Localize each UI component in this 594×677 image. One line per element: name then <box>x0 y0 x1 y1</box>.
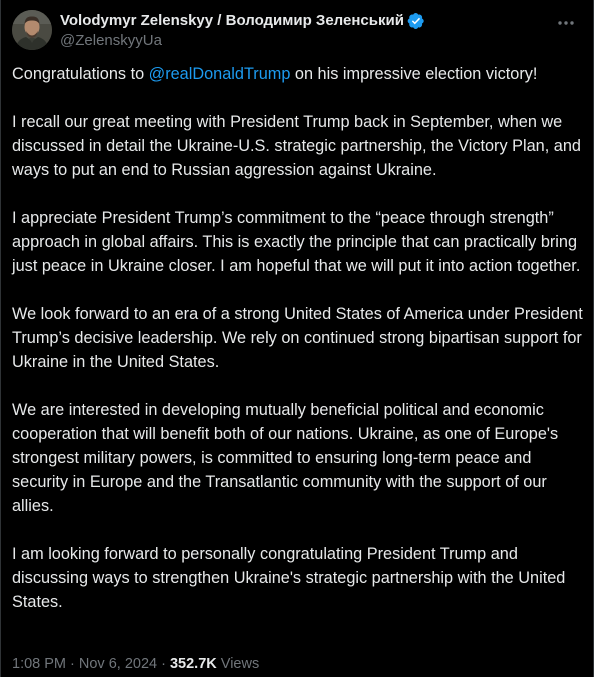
more-options-icon[interactable] <box>551 11 581 35</box>
post-paragraph-6: I am looking forward to personally congratulating President Trump and discussing ways to strengthen Ukraine's strategic partnership with the United States. <box>12 545 566 611</box>
views-label: Views <box>216 656 260 672</box>
name-row <box>60 11 425 30</box>
post-date[interactable]: Nov 6, 2024 <box>78 656 158 672</box>
post-metadata <box>12 654 259 674</box>
mention-link[interactable]: @realDonaldTrump <box>148 65 291 83</box>
post-paragraph-5: We are interested in developing mutually beneficial political and economic cooperation that will benefit both of our nations. Ukraine, as one of Europe's strongest military powers, is committed to ensuring long-term peace and security in Europe and the Transatlantic community with the support of our allies. <box>12 401 559 515</box>
meta-separator: · <box>66 656 79 672</box>
paragraph-1-suffix: on his impressive election victory! <box>290 65 538 83</box>
meta-separator-2: · <box>157 656 170 672</box>
post-paragraph-1 <box>12 62 584 86</box>
avatar[interactable] <box>12 10 52 50</box>
post-paragraph-4: We look forward to an era of a strong United States of America under President Trump’s decisive leadership. We rely on continued strong bipartisan support for Ukraine in the United States. <box>12 305 583 371</box>
author-display-name[interactable]: Volodymyr Zelenskyy / Володимир Зеленський <box>60 12 404 29</box>
post-time[interactable]: 1:08 PM <box>12 656 66 672</box>
post-paragraph-2: I recall our great meeting with President Trump back in September, when we discussed in detail the Ukraine-U.S. strategic partnership, the Victory Plan, and ways to put an end to Russian aggression against Ukraine. <box>12 113 581 179</box>
verified-badge-icon <box>407 12 425 30</box>
author-handle[interactable]: @ZelenskyyUa <box>60 32 162 49</box>
views-count: 352.7K <box>169 656 217 672</box>
author-info <box>60 11 425 51</box>
post-header <box>12 8 581 50</box>
post-paragraph-3: I appreciate President Trump’s commitment to the “peace through strength” approach in global affairs. This is exactly the principle that can practically bring just peace in Ukraine closer. I am hopeful that we will put it into action together. <box>12 209 581 275</box>
paragraph-1-prefix: Congratulations to <box>12 65 149 83</box>
post-text <box>12 62 584 638</box>
